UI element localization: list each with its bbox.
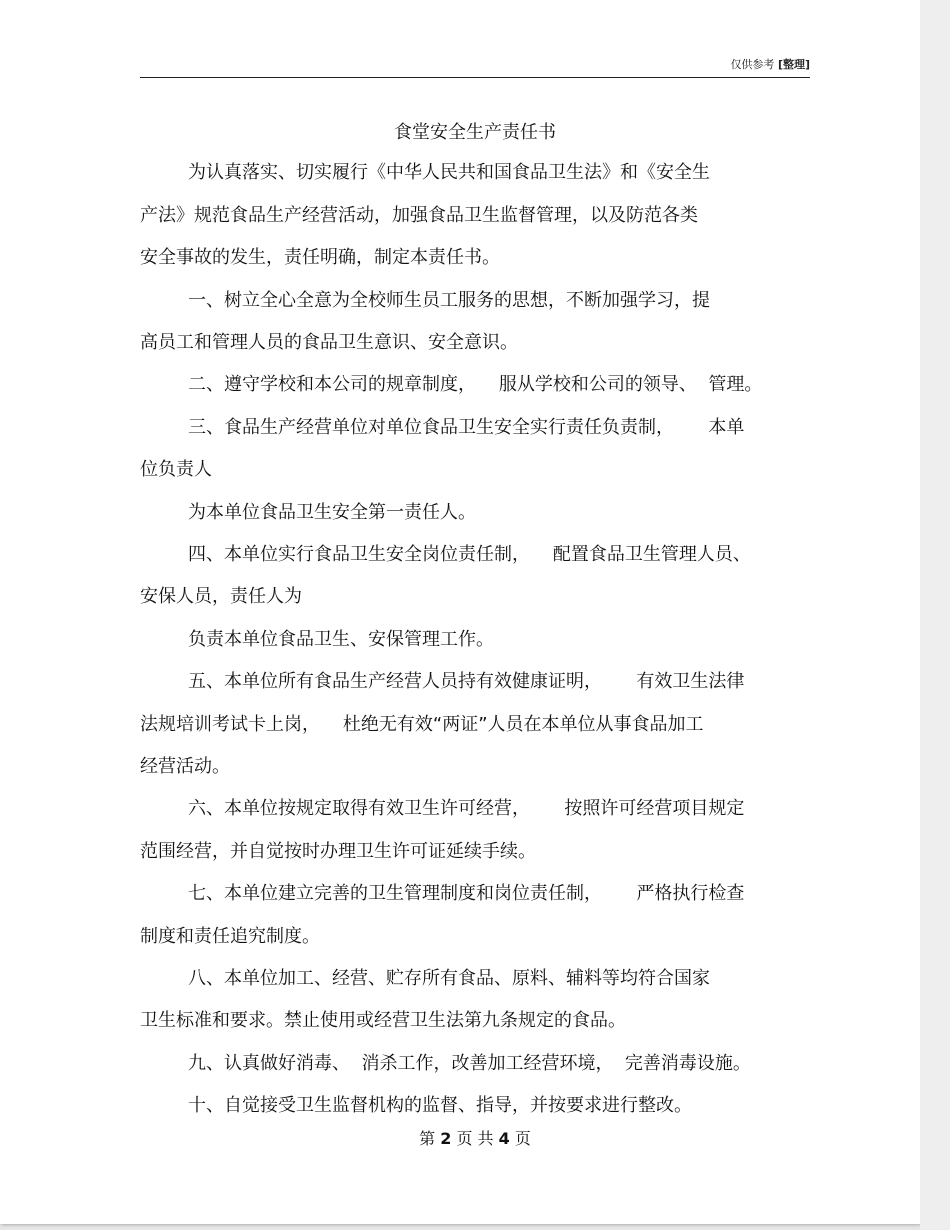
footer-page-number: 2 (440, 1129, 452, 1148)
footer-total-pages: 4 (498, 1129, 510, 1148)
body-line-10: 四、本单位实行食品卫生安全岗位责任制， 配置食品卫生管理人员、 (188, 544, 751, 565)
footer-mid: 页 共 (456, 1129, 494, 1148)
body-line-21: 卫生标准和要求。禁止使用或经营卫生法第九条规定的食品。 (140, 1010, 626, 1031)
body-line-3: 安全事故的发生，责任明确，制定本责任书。 (140, 247, 500, 268)
footer-suffix: 页 (514, 1129, 531, 1148)
body-line-19: 制度和责任追究制度。 (140, 926, 320, 947)
body-line-22: 九、认真做好消毒、 消杀工作，改善加工经营环境， 完善消毒设施。 (188, 1053, 751, 1074)
body-line-13: 五、本单位所有食品生产经营人员持有效健康证明， 有效卫生法律 (188, 671, 745, 692)
body-line-4: 一、树立全心全意为全校师生员工服务的思想，不断加强学习，提 (188, 290, 710, 311)
header-note (730, 56, 810, 72)
body-line-18: 七、本单位建立完善的卫生管理制度和岗位责任制， 严格执行检查 (188, 883, 745, 904)
body-line-17: 范围经营，并自觉按时办理卫生许可证延续手续。 (140, 841, 536, 862)
body-line-20: 八、本单位加工、经营、贮存所有食品、原料、辅料等均符合国家 (188, 968, 710, 989)
footer-prefix: 第 (419, 1129, 436, 1148)
body-line-12: 负责本单位食品卫生、安保管理工作。 (188, 629, 494, 650)
body-line-8: 位负责人 (140, 459, 212, 480)
viewer-background (920, 0, 950, 1230)
document-title: 食堂安全生产责任书 (394, 122, 556, 143)
body-line-6: 二、遵守学校和本公司的规章制度， 服从学校和公司的领导、 管理。 (188, 374, 763, 395)
body-line-2: 产法》规范食品生产经营活动，加强食品卫生监督管理，以及防范各类 (140, 205, 698, 226)
body-line-7: 三、食品生产经营单位对单位食品卫生安全实行责任负责制， 本单 (188, 417, 745, 438)
header-rule (140, 77, 810, 78)
body-line-11: 安保人员，责任人为 (140, 586, 302, 607)
body-line-23: 十、自觉接受卫生监督机构的监督、指导，并按要求进行整改。 (188, 1095, 692, 1116)
body-line-1: 为认真落实、切实履行《中华人民共和国食品卫生法》和《安全生 (188, 162, 710, 183)
body-line-9: 为本单位食品卫生安全第一责任人。 (188, 502, 476, 523)
body-line-16: 六、本单位按规定取得有效卫生许可经营， 按照许可经营项目规定 (188, 798, 745, 819)
header-note-tag: [整理] (777, 58, 810, 71)
page-footer (140, 1126, 810, 1149)
body-line-15: 经营活动。 (140, 756, 230, 777)
body-line-14: 法规培训考试卡上岗， 杜绝无有效“两证”人员在本单位从事食品加工 (140, 714, 704, 735)
body-line-5: 高员工和管理人员的食品卫生意识、安全意识。 (140, 332, 518, 353)
header-note-text: 仅供参考 (730, 58, 775, 71)
